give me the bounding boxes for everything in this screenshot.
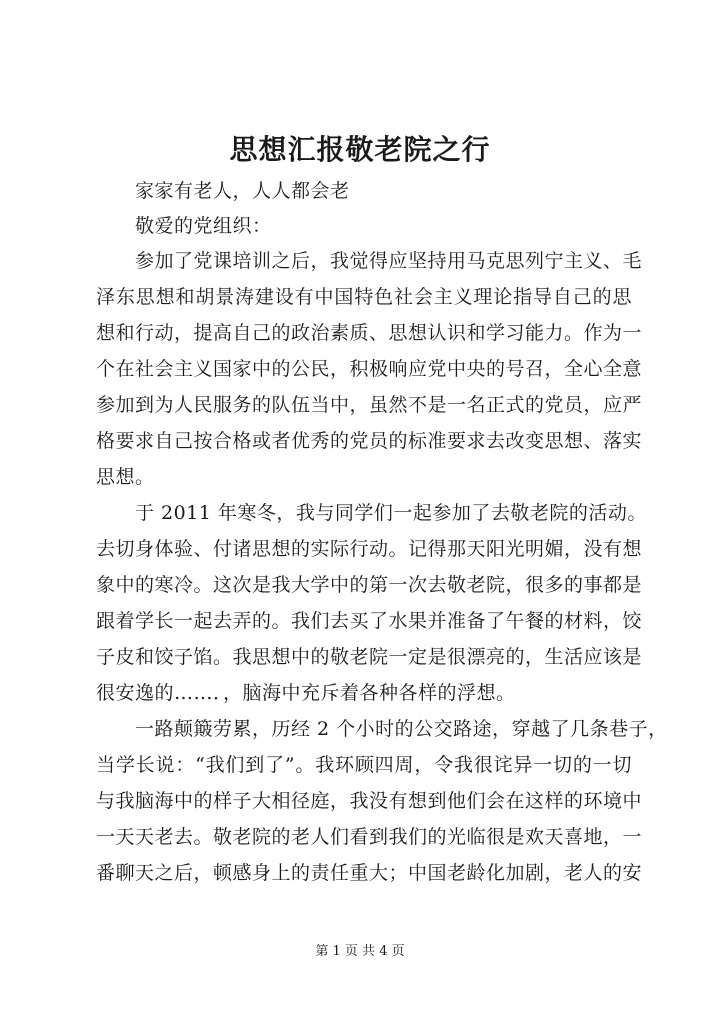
page-footer: 第 1 页 共 4 页	[315, 944, 405, 959]
salutation-line: 敬爱的党组织：	[135, 215, 272, 237]
paragraph-line: 当学长说：“我们到了”。我环顾四周，令我很诧异一切的一切	[96, 754, 632, 776]
paragraph-line: 跟着学长一起去弄的。我们去买了水果并准备了午餐的材料，饺	[96, 610, 643, 632]
paragraph-line: 番聊天之后，顿感身上的责任重大；中国老龄化加剧，老人的安	[96, 862, 643, 884]
paragraph-line: 很安逸的……．，脑海中充斥着各种各样的浮想。	[96, 682, 516, 704]
paragraph-line: 参加了党课培训之后，我觉得应坚持用马克思列宁主义、毛	[135, 250, 643, 272]
paragraph-line: 个在社会主义国家中的公民，积极响应党中央的号召，全心全意	[96, 358, 643, 380]
paragraph-line: 格要求自己按合格或者优秀的党员的标准要求去改变思想、落实	[96, 430, 643, 452]
paragraph-line: 于 2011 年寒冬，我与同学们一起参加了去敬老院的活动。	[135, 502, 647, 524]
document-title: 思想汇报敬老院之行	[229, 133, 491, 166]
subtitle-line: 家家有老人，人人都会老	[135, 180, 350, 202]
paragraph-line: 想和行动，提高自己的政治素质、思想认识和学习能力。作为一	[96, 322, 643, 344]
paragraph-line: 象中的寒冷。这次是我大学中的第一次去敬老院，很多的事都是	[96, 574, 643, 596]
paragraph-line: 去切身体验、付诸思想的实际行动。记得那天阳光明媚，没有想	[96, 538, 643, 560]
paragraph-line: 泽东思想和胡景涛建设有中国特色社会主义理论指导自己的思	[96, 286, 632, 308]
paragraph-line: 思想。	[96, 466, 155, 488]
paragraph-line: 与我脑海中的样子大相径庭，我没有想到他们会在这样的环境中	[96, 790, 643, 812]
paragraph-line: 一天天老去。敬老院的老人们看到我们的光临很是欢天喜地，一	[96, 826, 643, 848]
paragraph-line: 子皮和饺子馅。我思想中的敬老院一定是很漂亮的，生活应该是	[96, 646, 643, 668]
paragraph-line: 参加到为人民服务的队伍当中，虽然不是一名正式的党员，应严	[96, 394, 643, 416]
paragraph-line: 一路颠簸劳累，历经 2 个小时的公交路途，穿越了几条巷子，	[135, 718, 668, 740]
